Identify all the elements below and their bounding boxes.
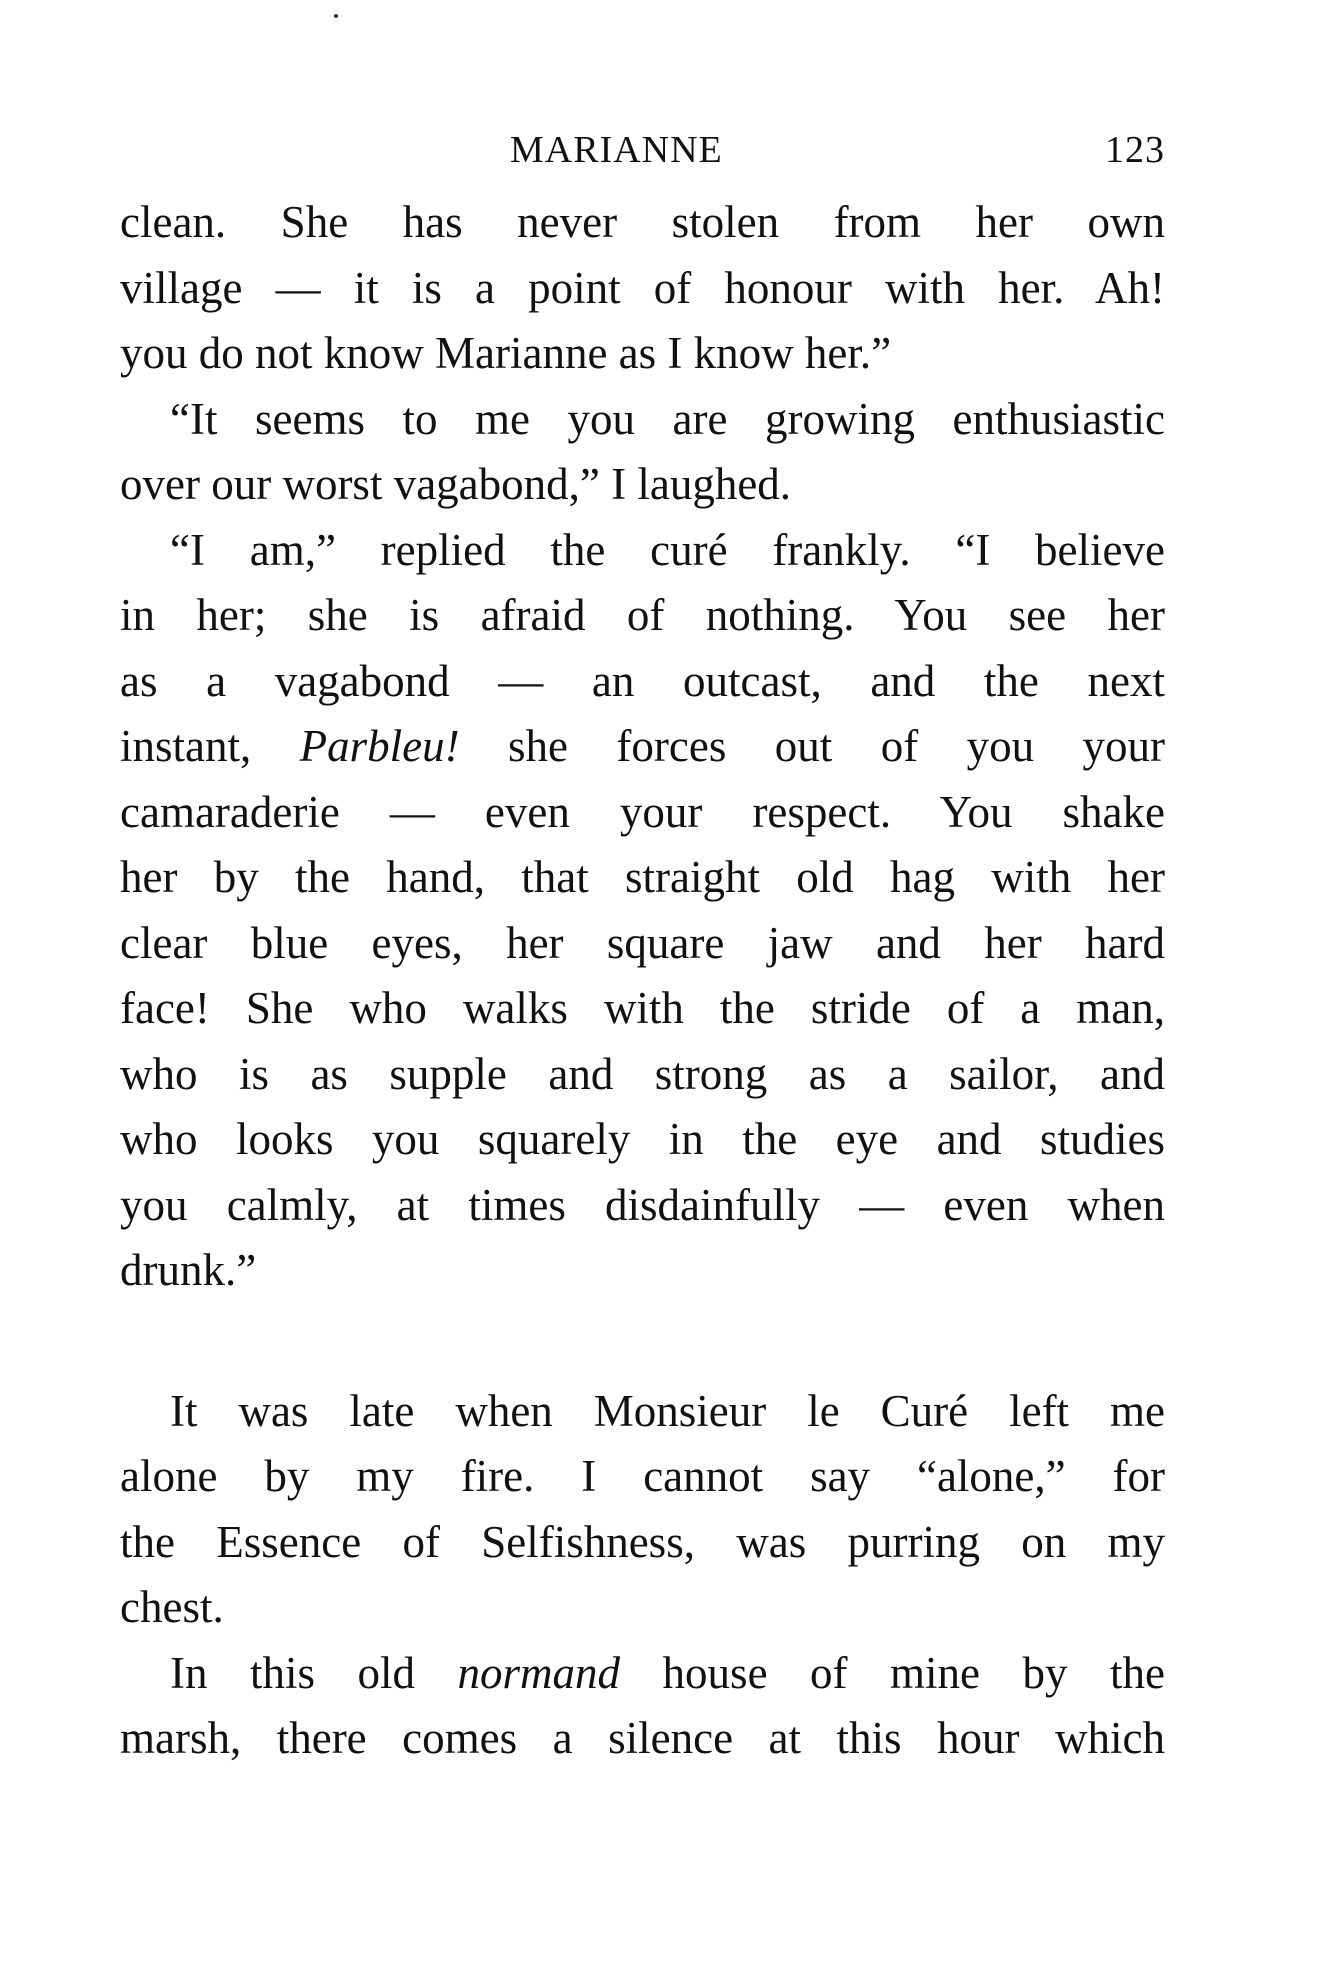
- text-line: drunk.”: [120, 1245, 257, 1295]
- text-line: the Essence of Selfishness, was purring on my: [120, 1516, 1165, 1567]
- text-line: alone by my fire. I cannot say “alone,” for: [120, 1451, 1165, 1501]
- italic-emphasis: normand: [457, 1647, 621, 1698]
- text-line: It was late when Monsieur le Curé left me: [170, 1385, 1165, 1436]
- page-number: 123: [1105, 129, 1165, 171]
- text-line: face! She who walks with the stride of a man,: [120, 983, 1165, 1033]
- body-text: [120, 190, 1165, 1772]
- text-line: “It seems to me you are growing enthusiastic: [170, 393, 1165, 444]
- ink-speck: [334, 14, 338, 18]
- text-line: In this old normand house of mine by the: [170, 1647, 1165, 1698]
- text-line: clean. She has never stolen from her own: [120, 197, 1165, 247]
- text-line: clear blue eyes, her square jaw and her hard: [120, 917, 1165, 968]
- section-break: [120, 1304, 1165, 1379]
- text-line: chest.: [120, 1582, 224, 1632]
- text-line: as a vagabond — an outcast, and the next: [120, 655, 1165, 706]
- running-title: MARIANNE: [510, 129, 723, 171]
- text-line: you do not know Marianne as I know her.”: [120, 328, 892, 378]
- text-line: camaraderie — even your respect. You shake: [120, 786, 1165, 837]
- text-line: who is as supple and strong as a sailor, and: [120, 1048, 1165, 1099]
- text-line: village — it is a point of honour with her. Ah!: [120, 262, 1165, 313]
- text-line: in her; she is afraid of nothing. You see her: [120, 590, 1165, 640]
- text-line: marsh, there comes a silence at this hour which: [120, 1713, 1165, 1763]
- text-line: “I am,” replied the curé frankly. “I believe: [170, 524, 1165, 575]
- text-line: you calmly, at times disdainfully — even when: [120, 1179, 1165, 1230]
- text-line: over our worst vagabond,” I laughed.: [120, 459, 792, 509]
- text-line: instant, Parbleu! she forces out of you your: [120, 721, 1165, 771]
- running-head: [120, 128, 1165, 178]
- text-line: her by the hand, that straight old hag with her: [120, 852, 1165, 902]
- italic-emphasis: Parbleu!: [299, 721, 460, 771]
- text-line: who looks you squarely in the eye and studies: [120, 1114, 1165, 1164]
